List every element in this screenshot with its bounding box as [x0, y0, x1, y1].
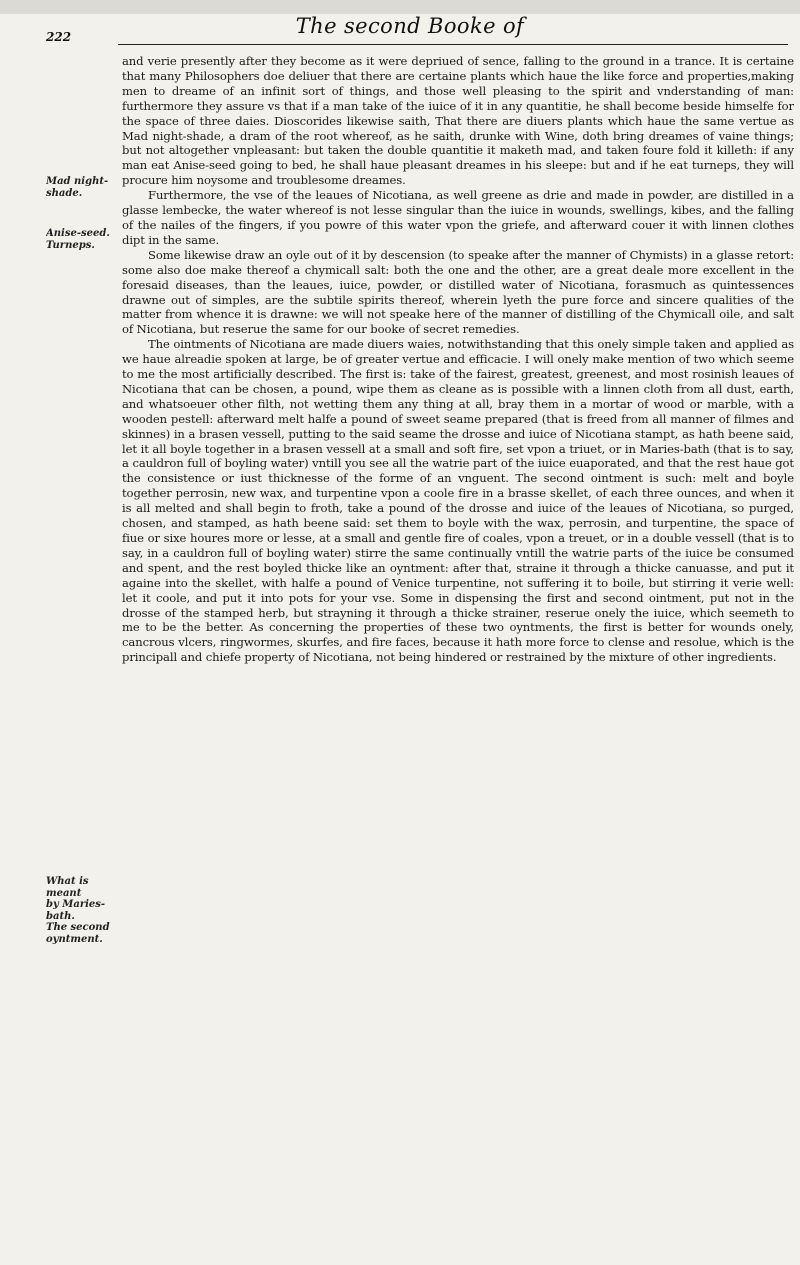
margin-note-line: bath.	[46, 910, 75, 922]
paragraph-ointments: The ointments of Nicotiana are made diuers waies, notwithstanding that this onely simple taken and applied as we haue alreadie spoken at large, be of greater vertue and efficacie. I will onely make mention of two which seeme to me the most artificially described. The first is: take of the fairest, greatest, greenest, and most rosinish leaues of Nicotiana that can be chosen, a pound, wipe them as cleane as is possible with a linnen cloth from all dust, earth, and whatsoeuer other filth, not wetting them any thing at all, bray them in a mortar of wood or marble, with a wooden pestell: afterward melt halfe a pound of sweet seame prepared (that is freed from all manner of filmes and skinnes) in a brasen vessell, putting to the said seame the drosse and iuice of Nicotiana stampt, as hath beene said, let it all boyle together in a brasen vessell at a small and soft fire, set vpon a triuet, or in Maries-bath (that is to say, a cauldron full of boyling water) vntill you see all the watrie part of the iuice euaporated, and that the rest haue got the consistence or iust thicknesse of the forme of an vnguent. The second ointment is such: melt and boyle together perrosin, new wax, and turpentine vpon a coole fire in a brasse skellet, of each three ounces, and when it is all melted and shall begin to froth, take a pound of the drosse and iuice of the leaues of Nicotiana, so purged, chosen, and stamped, as hath beene said: set them to boyle with the wax, perrosin, and turpentine, the space of fiue or sixe houres more or lesse, at a small and gentle fire of coales, vpon a treuet, or in a double vessell (that is to say, in a cauldron full of boyling water) stirre the same continually vntill the watrie parts of the iuice be consumed and spent, and the rest boyled thicke like an oyntment: after that, straine it through a thicke canuasse, and put it againe into the skellet, with halfe a pound of Venice turpentine, not suffering it to boile, but stirring it verie well: let it coole, and put it into pots for your vse. Some in dispensing the first and second ointment, put not in the drosse of the stamped herb, but strayning it through a thicke strainer, reserue onely the iuice, which seemeth to me to be the better. As concerning the properties of these two oyntments, the first is better for wounds onely, cancrous vlcers, ringwormes, skurfes, and fire faces, because it hath more force to clense and resolue, which is the principall and chiefe property of Nicotiana, not being hindered or restrained by the mixture of other ingredients.	[122, 337, 794, 665]
margin-note-line: by Maries-	[46, 899, 106, 910]
margin-note-line: Mad night-	[46, 176, 109, 187]
margin-note-line: shade.	[46, 187, 83, 199]
margin-note-line: The second	[46, 922, 110, 933]
margin-note-line: Turneps.	[46, 239, 95, 251]
margin-note-anise-seed	[46, 228, 116, 251]
margin-note-maries-bath	[46, 876, 116, 945]
margin-note-mad-night-shade	[46, 176, 116, 199]
margin-note-line: oyntment.	[46, 933, 103, 945]
paragraph-dreams: and verie presently after they become as it were depriued of sence, falling to the ground in a trance. It is certaine that many Philosophers doe deliuer that there are certaine plants which haue the like force and properties,making men to dreame of an infinit sort of things, and those well pleasing to the spirit and vnderstanding of man: furthermore they assure vs that if a man take of the iuice of it in any quantitie, he shall become beside himselfe for the space of three daies. Dioscorides likewise saith, That there are diuers plants which haue the same vertue as Mad night-shade, a dram of the root whereof, as he saith, drunke with Wine, doth bring dreames of vaine things; but not altogether vnpleasant: but taken the double quantitie it maketh mad, and taken foure fold it killeth: if any man eat Anise-seed going to bed, he shall haue pleasant dreames in his sleepe: but and if he eat turneps, they will procure him noysome and troublesome dreames.	[122, 54, 794, 188]
paragraph-oyle-chymicall: Some likewise draw an oyle out of it by descension (to speake after the manner of Chymists) in a glasse retort: some also doe make thereof a chymicall salt: both the one and the other, are a great deale more excellent in the foresaid diseases, than the leaues, iuice, powder, or distilled water of Nicotiana, forasmuch as quintessences drawne out of simples, are the subtile spirits thereof, wherein lyeth the pure force and sincere qualities of the matter from whence it is drawne: we will not speake here of the manner of distilling of the Chymicall oile, and salt of Nicotiana, but reserue the same for our booke of secret remedies.	[122, 247, 794, 337]
paragraph-leaves-distilled: Furthermore, the vse of the leaues of Nicotiana, as well greene as drie and made in powder, are distilled in a glasse lembecke, the water whereof is not lesse singular than the iuice in wounds, swellings, kibes, and the falling of the nailes of the fingers, if you powre of this water vpon the griefe, and afterward couer it with linnen clothes dipt in the same.	[122, 188, 794, 247]
body-text	[122, 54, 794, 1264]
margin-note-line: Anise-seed.	[46, 228, 110, 239]
running-head: The second Booke of	[295, 14, 525, 38]
margin-note-line: What is meant	[46, 876, 89, 899]
header-rule	[118, 44, 788, 45]
page-number: 222	[46, 30, 72, 44]
page-top-shadow	[0, 0, 800, 14]
